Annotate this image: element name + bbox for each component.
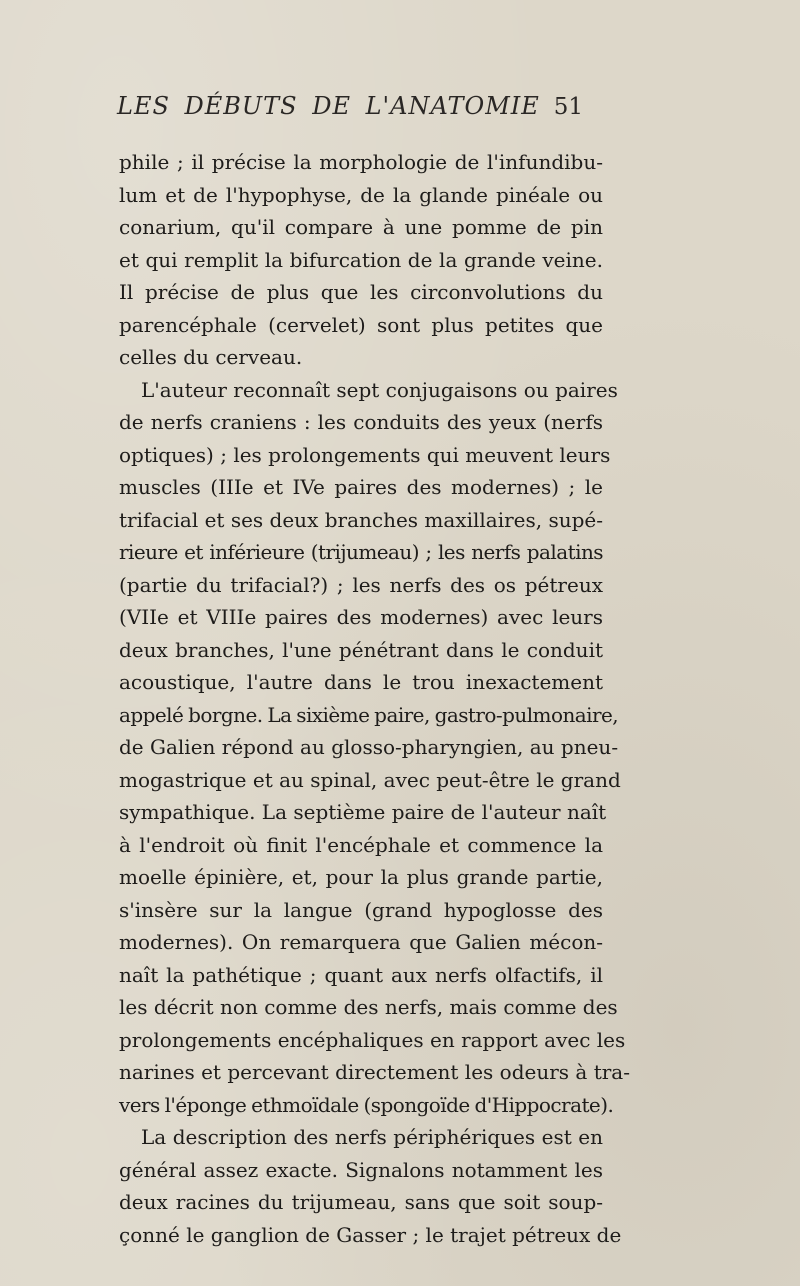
text-line: çonné le ganglion de Gasser ; le trajet pétreux de <box>119 1222 622 1247</box>
text-line: vers l'éponge ethmoïdale (spongoïde d'Hippocrate). <box>119 1092 614 1117</box>
text-line: mogastrique et au spinal, avec peut-être le grand <box>119 767 621 792</box>
text-line: général assez exacte. Signalons notamment les <box>119 1157 603 1182</box>
body-text <box>119 146 630 1251</box>
page-number: 51 <box>553 94 584 120</box>
text-line: parencéphale (cervelet) sont plus petites que <box>119 312 603 337</box>
text-line: et qui remplit la bifurcation de la grande veine. <box>119 247 603 272</box>
text-line: rieure et inférieure (trijumeau) ; les nerfs palatins <box>119 540 603 564</box>
text-line: naît la pathétique ; quant aux nerfs olfactifs, il <box>119 962 603 987</box>
text-line: de Galien répond au glosso-pharyngien, au pneu- <box>119 735 619 759</box>
text-line: deux racines du trijumeau, sans que soit soup- <box>119 1190 603 1214</box>
text-line: La description des nerfs périphériques est en <box>141 1125 603 1149</box>
text-line: trifacial et ses deux branches maxillaires, supé- <box>119 507 604 532</box>
text-line: (partie du trifacial?) ; les nerfs des os pétreux <box>119 572 603 597</box>
text-line: L'auteur reconnaît sept conjugaisons ou paires <box>141 377 618 402</box>
text-line: muscles (IIIe et IVe paires des modernes) ; le <box>119 475 603 499</box>
text-line: à l'endroit où finit l'encéphale et commence la <box>119 832 603 857</box>
text-line: deux branches, l'une pénétrant dans le conduit <box>119 637 603 662</box>
text-line: s'insère sur la langue (grand hypoglosse des <box>119 897 603 922</box>
text-line: modernes). On remarquera que Galien mécon- <box>119 930 603 954</box>
text-line: de nerfs craniens : les conduits des yeux (nerfs <box>119 410 603 434</box>
text-line: phile ; il précise la morphologie de l'infundibu- <box>119 150 603 174</box>
text-line: moelle épinière, et, pour la plus grande partie, <box>119 865 603 889</box>
text-line: les décrit non comme des nerfs, mais comme des <box>119 995 618 1019</box>
text-line: (VIIe et VIIIe paires des modernes) avec leurs <box>119 605 603 629</box>
text-line: narines et percevant directement les odeurs à tra- <box>119 1060 630 1084</box>
text-line: celles du cerveau. <box>119 345 303 369</box>
text-line: optiques) ; les prolongements qui meuvent leurs <box>119 442 611 467</box>
text-line: appelé borgne. La sixième paire, gastro-pulmonaire, <box>119 702 619 727</box>
text-line: acoustique, l'autre dans le trou inexactement <box>119 670 603 694</box>
page-header <box>117 92 617 132</box>
text-line: Il précise de plus que les circonvolutions du <box>119 280 603 304</box>
running-head-title: LES DÉBUTS DE L'ANATOMIE <box>117 92 540 120</box>
text-line: prolongements encéphaliques en rapport avec les <box>119 1027 626 1052</box>
text-line: sympathique. La septième paire de l'auteur naît <box>119 800 607 824</box>
text-line: conarium, qu'il compare à une pomme de pin <box>119 215 603 239</box>
text-line: lum et de l'hypophyse, de la glande pinéale ou <box>119 182 603 207</box>
